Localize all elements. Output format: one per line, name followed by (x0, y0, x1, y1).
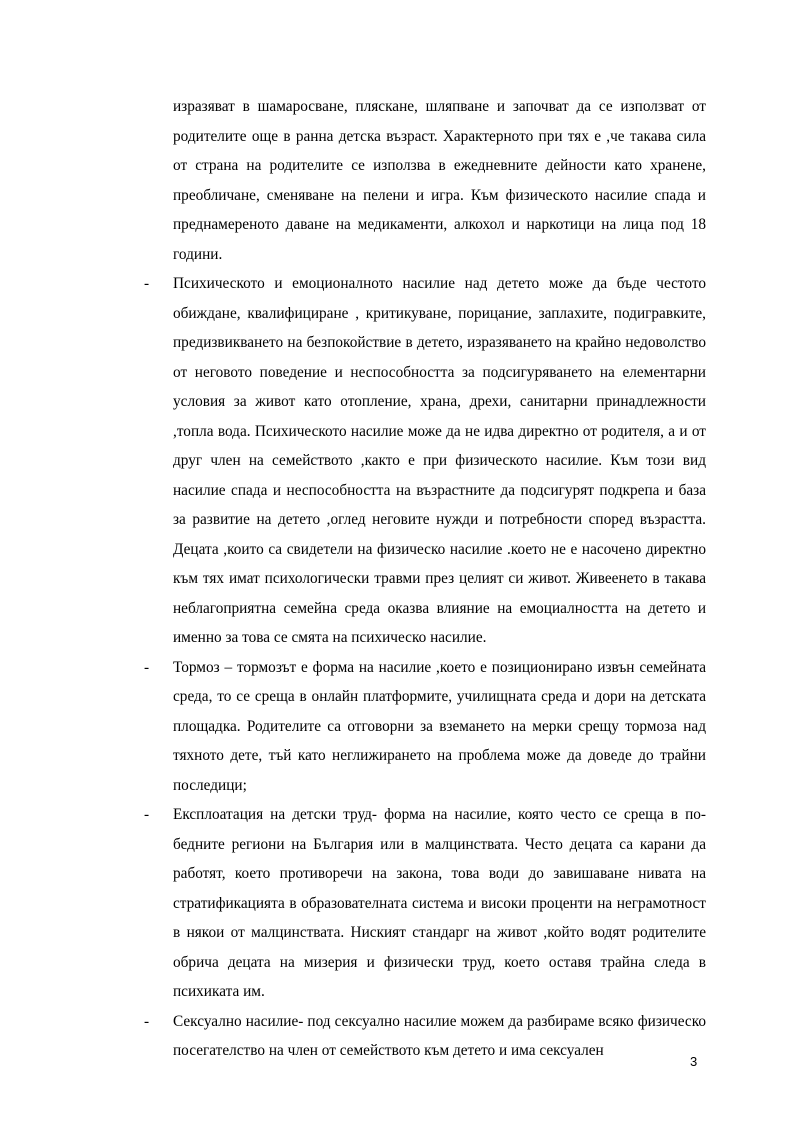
list-item-text: Сексуално насилие- под сексуално насилие можем да разбираме всяко физическо посегателство на член от семейството към детето и има сексуален (173, 1012, 706, 1059)
list-item-text: Експлоатация на детски труд- форма на насилие, която често се среща в по-бедните региони на България или в малцинствата. Често децата са карани да работят, което противоречи на закона, това води до завишаване нивата на стратификацията в образователната система и високи проценти на неграмотност в някои от малцинствата. Ниският стандарг на живот ,който водят родителите обрича децата на мизерия и физически труд, което оставя трайна следа в психиката им. (173, 806, 706, 1000)
bullet-dash: - (144, 806, 150, 823)
page-body (144, 92, 706, 1066)
bullet-dash: - (144, 275, 150, 292)
bullet-dash: - (144, 658, 150, 676)
list-item-text: Тормоз – тормозът е форма на насилие ,което е позиционирано извън семейната среда, то се среща в онлайн платформите, училищната среда и дори на детската площадка. Родителите са отговорни за вземането на мерки срещу тормоза над тяхното дете, тъй като неглижирането на проблема може да доведе до трайни последици; (173, 658, 706, 794)
list-item (144, 269, 706, 653)
page-number: 3 (690, 1054, 698, 1069)
bullet-dash: - (144, 1012, 150, 1030)
list-item (144, 800, 706, 1007)
list-item (144, 1007, 706, 1066)
list-item (144, 653, 706, 801)
intro-paragraph: изразяват в шамаросване, пляскане, шляпване и започват да се използват от родителите още в ранна детска възраст. Характерното при тях е ,че такава сила от страна на родителите се използва в ежедневните дейности като хранене, преобличане, сменяване на пелени и игра. Към физическото насилие спада и преднамереното даване на медикаменти, алкохол и наркотици на лица под 18 години. (173, 98, 706, 263)
list-item-text: Психическото и емоционалното насилие над детето може да бъде честото обиждане, квалифициране , критикуване, порицание, заплахите, подигравките, предизвикването на безпокойствие в детето, изразяването на крайно недоволство от неговото поведение и неспособността за подсигуряването на елементарни условия за живот като отопление, храна, дрехи, санитарни принадлежности ,топла вода. Психическото насилие може да не идва директно от родителя, а и от друг член на семейството ,както е при физическото насилие. Към този вид насилие спада и неспособността на възрастните да подсигурят подкрепа и база за развитие на детето ,оглед неговите нужди и потребности според възрастта. Децата ,които са свидетели на физическо насилие .което не е насочено директно към тях имат психологически травми през целият си живот. Живеенето в такава неблагоприятна семейна среда оказва влияние на емоциалността на детето и именно за това се смята на психическо насилие. (173, 275, 706, 646)
